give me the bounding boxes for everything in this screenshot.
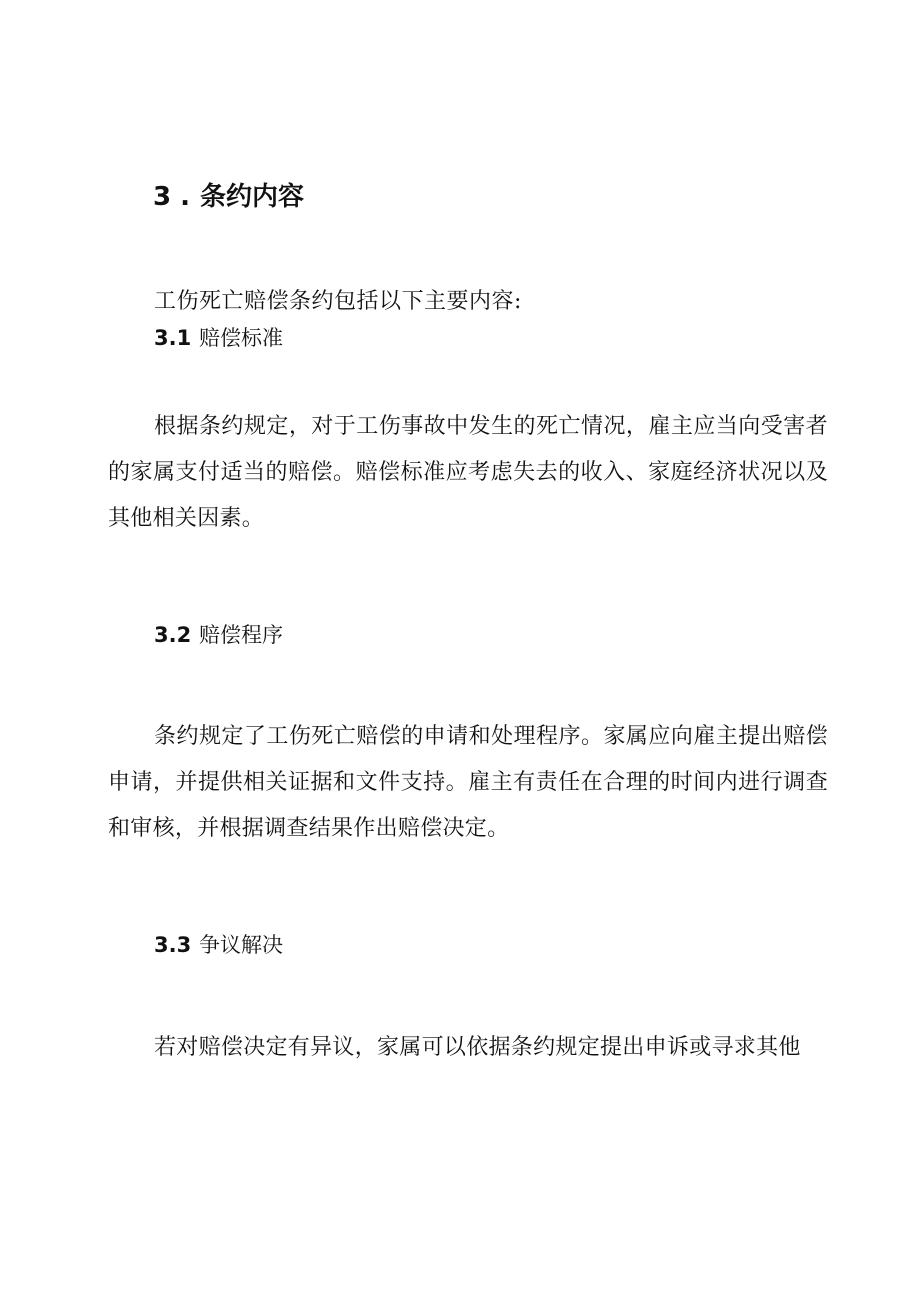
section-title-text: 条约内容 — [200, 182, 305, 212]
subsection-heading-3-2 — [154, 619, 283, 649]
subsection-heading-3-1 — [154, 322, 283, 352]
subsection-title: 赔偿标准 — [199, 326, 283, 350]
subsection-number: 3.2 — [154, 623, 192, 647]
paragraph-3-2: 条约规定了工伤死亡赔偿的申请和处理程序。家属应向雇主提出赔偿申请，并提供相关证据和文件支持。雇主有责任在合理的时间内进行调查和审核，并根据调查结果作出赔偿决定。 — [108, 724, 828, 841]
section-title — [153, 176, 304, 213]
subsection-number: 3.3 — [154, 933, 192, 957]
paragraph-3-1: 根据条约规定，对于工伤事故中发生的死亡情况，雇主应当向受害者的家属支付适当的赔偿。赔偿标准应考虑失去的收入、家庭经济状况以及其他相关因素。 — [108, 414, 828, 531]
intro-text: 工伤死亡赔偿条约包括以下主要内容: — [154, 289, 522, 314]
subsection-heading-3-3 — [154, 929, 283, 959]
subsection-title: 争议解决 — [199, 933, 283, 957]
paragraph-3-3: 若对赔偿决定有异议，家属可以依据条约规定提出申诉或寻求其他 — [154, 1035, 801, 1060]
section-number: 3 . — [153, 182, 191, 212]
subsection-title: 赔偿程序 — [199, 623, 283, 647]
subsection-number: 3.1 — [154, 326, 192, 350]
